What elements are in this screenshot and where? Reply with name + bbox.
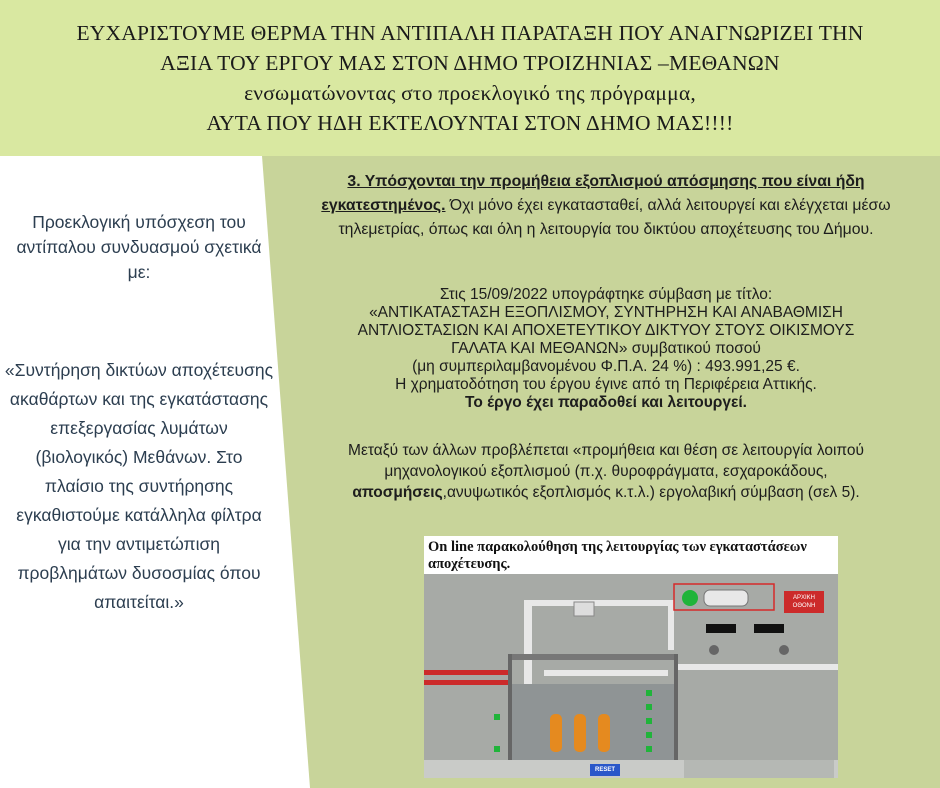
scada-valve-top [574, 602, 594, 616]
scada-deodorizer-fan [682, 590, 698, 606]
header-line-2: ΑΞΙΑ ΤΟΥ ΕΡΓΟΥ ΜΑΣ ΣΤΟΝ ΔΗΜΟ ΤΡΟΙΖΗΝΙΑΣ –ΜΕΘΑΝΩΝ [160, 51, 780, 75]
contract-line-5: (μη συμπεριλαμβανομένου Φ.Π.Α. 24 %) : 493.991,25 €. [412, 358, 800, 375]
contract-delivered: Το έργο έχει παραδοθεί και λειτουργεί. [465, 394, 747, 411]
scada-status-left-1 [494, 714, 500, 720]
scada-pipe-top [524, 600, 674, 606]
paragraph-promise [300, 170, 912, 242]
scada-well-top [508, 654, 678, 660]
contract-line-2: «ΑΝΤΙΚΑΤΑΣΤΑΣΗ ΕΞΟΠΛΙΣΜΟΥ, ΣΥΝΤΗΡΗΣΗ ΚΑΙ ΑΝΑΒΑΘΜΙΣΗ [369, 304, 843, 321]
scada-level-1 [646, 690, 652, 696]
scada-inlet-label-2 [424, 680, 508, 685]
scada-level-5 [646, 746, 652, 752]
scada-title: On line παρακολούθηση της λειτουργίας των εγκαταστάσεων αποχέτευσης. [428, 539, 807, 572]
scada-pump-1 [550, 714, 562, 752]
scada-bottom-table [684, 760, 834, 778]
paragraph-provisions [300, 440, 912, 503]
provisions-text-b: ,ανυψωτικός εξοπλισμός κ.τ.λ.) εργολαβική σύμβαση (σελ 5). [442, 484, 860, 501]
promise-rest: Όχι μόνο έχει εγκατασταθεί, αλλά λειτουργεί και ελέγχεται μέσω τηλεμετρίας, όπως και όλη η λειτουργία του δικτύου αποχέτευσης του Δήμου. [338, 197, 891, 238]
scada-outlet-valve-2 [779, 645, 789, 655]
scada-display-2 [754, 624, 784, 633]
header-banner [0, 0, 940, 156]
scada-level-4 [646, 732, 652, 738]
scada-screenshot [424, 536, 838, 778]
scada-status-left-2 [494, 746, 500, 752]
paragraph-contract [300, 286, 912, 412]
reset-button[interactable]: RESET [590, 764, 620, 776]
scada-pipe-vertical-left [524, 600, 532, 688]
header-line-3: ενσωματώνοντας στο προεκλογικό της πρόγραμμα, [244, 81, 696, 105]
scada-display-1 [706, 624, 736, 633]
scada-diagram [424, 574, 838, 778]
scada-outlet-valve [709, 645, 719, 655]
header-line-4: ΑΥΤΑ ΠΟΥ ΗΔΗ ΕΚΤΕΛΟΥΝΤΑΙ ΣΤΟΝ ΔΗΜΟ ΜΑΣ!!!! [206, 111, 734, 135]
scada-well-left [508, 654, 512, 764]
contract-line-1: Στις 15/09/2022 υπογράφτηκε σύμβαση με τίτλο: [439, 286, 773, 303]
provisions-bold: αποσμήσεις [352, 484, 443, 501]
scada-level-3 [646, 718, 652, 724]
scada-pipe-vertical-right [668, 600, 674, 650]
left-quote-text: «Συντήρηση δικτύων αποχέτευσης ακαθάρτων και της εγκατάστασης επεξεργασίας λυμάτων (βιολογικός) Μεθάνων. Στο πλαίσιο της συντήρησης εγκαθιστούμε κατάλληλα φίλτρα για την αντιμετώπιση προβλημάτων δυσοσμίας όπου απαιτείται.» [4, 360, 274, 612]
scada-well-pipe [544, 670, 668, 676]
provisions-text-a: Μεταξύ των άλλων προβλέπεται «προμήθεια και θέση σε λειτουργία λοιπού μηχανολογικού εξοπλισμού (π.χ. θυροφράγματα, εσχαροκάδους, [348, 442, 864, 480]
contract-line-4: ΓΑΛΑΤΑ ΚΑΙ ΜΕΘΑΝΩΝ» συμβατικού ποσού [451, 340, 761, 357]
scada-pump-3 [598, 714, 610, 752]
contract-line-6: Η χρηματοδότηση του έργου έγινε από τη Περιφέρεια Αττικής. [395, 376, 817, 393]
home-screen-button[interactable]: ΑΡΧΙΚΗ ΟΘΟΝΗ [784, 591, 824, 613]
scada-deodorizer-tank [704, 590, 748, 606]
left-intro-text: Προεκλογική υπόσχεση του αντίπαλου συνδυασμού σχετικά με: [16, 212, 262, 282]
scada-outlet-pipe [678, 664, 838, 670]
scada-level-2 [646, 704, 652, 710]
scada-inlet-label-1 [424, 670, 508, 675]
promise-lead: 3. Υπόσχονται την προμήθεια εξοπλισμού απόσμησης που είναι ήδη εγκατεστημένος. [321, 173, 865, 214]
contract-line-3: ΑΝΤΛΙΟΣΤΑΣΙΩΝ ΚΑΙ ΑΠΟΧΕΤΕΥΤΙΚΟΥ ΔΙΚΤΥΟΥ ΣΤΟΥΣ ΟΙΚΙΣΜΟΥΣ [357, 322, 855, 339]
scada-pump-2 [574, 714, 586, 752]
header-line-1: ΕΥΧΑΡΙΣΤΟΥΜΕ ΘΕΡΜΑ ΤΗΝ ΑΝΤΙΠΑΛΗ ΠΑΡΑΤΑΞΗ ΠΟΥ ΑΝΑΓΝΩΡΙΖΕΙ ΤΗΝ [76, 21, 864, 45]
scada-well-right [674, 654, 678, 764]
